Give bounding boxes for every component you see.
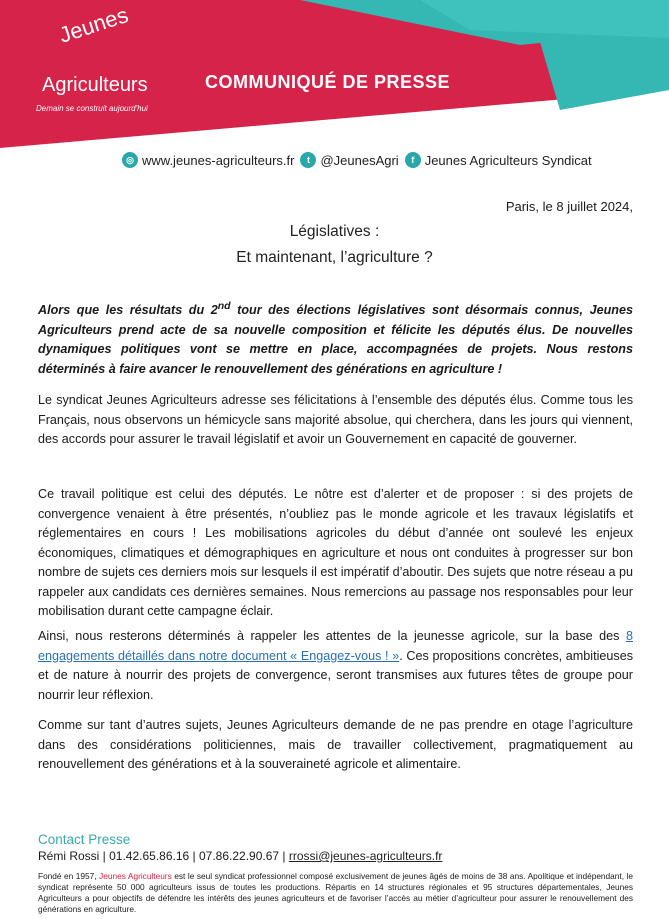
contact-email-link[interactable]: rrossi@jeunes-agriculteurs.fr [288,849,443,863]
footer-note [38,871,633,915]
paragraph-1: Le syndicat Jeunes Agriculteurs adresse ses félicitations à l’ensemble des députés élus. Comme tous les Français, nous observons un hémicycle sans majorité absolue, qui cherchera, dans les jours qui viennent, des accords pour assurer le travail législatif et avoir un Gouvernement en capacité de gouverner. [38,393,633,446]
footer-text-a: Fondé en 1957, [38,871,100,881]
paragraph-3 [38,627,633,705]
website-link[interactable] [122,152,294,168]
headline-line2: Et maintenant, l’agriculture ? [236,249,433,266]
dateline: Paris, le 8 juillet 2024, [505,199,633,214]
web-icon: ◎ [122,152,138,168]
contact-details: Rémi Rossi | 01.42.65.86.16 | 07.86.22.90.67 | [38,849,289,863]
headline [0,219,669,271]
twitter-text: @JeunesAgri [320,152,399,168]
website-text: www.jeunes-agriculteurs.fr [142,152,295,168]
twitter-link[interactable] [300,152,398,168]
intro-text-a: Alors que les résultats du 2 [38,303,218,318]
header-banner [0,0,669,148]
twitter-icon: t [300,152,316,168]
intro-sup: nd [217,300,231,312]
paragraph-4: Comme sur tant d’autres sujets, Jeunes Agriculteurs demande de ne pas prendre en otage l’agriculture dans des considérations politiciennes, mais de travailler collectivement, pragmatiquement au renouvellement des générations et à la souveraineté agricole et alimentaire. [38,718,633,771]
p3-text-a: Ainsi, nous resterons déterminés à rappeler les attentes de la jeunesse agricole, sur la base des [38,629,626,643]
footer-text-b: est le seul syndicat professionnel composé exclusivement de jeunes âgés de moins de 38 ans. Apolitique et indépendant, le syndicat représente 50 000 agriculteurs issus de toutes les productions. Répartis en 14 structures régionales et 95 structures départementales, Jeunes Agriculteurs a pour objectifs de défendre les intérêts des jeunes agriculteurs et de favoriser l’accès au métier d’agriculteur pour assurer le renouvellement des générations en agriculture. [38,871,633,914]
logo-line1: Jeunes [56,2,132,48]
facebook-text: Jeunes Agriculteurs Syndicat [424,152,592,168]
contact-heading: Contact Presse [38,832,131,847]
logo[interactable] [32,2,172,124]
logo-line2: Agriculteurs [42,74,148,96]
p3-text-b: . Ces propositions concrètes, ambitieuses et de nature à nourrir des projets de convergence, seront transmises aux futures têtes de groupe pour nourrir leur réflexion. [38,648,633,702]
intro-paragraph [38,297,633,379]
headline-line1: Législatives : [289,223,380,240]
facebook-icon: f [405,152,421,168]
social-links [122,150,598,170]
page-title: COMMUNIQUÉ DE PRESSE [205,72,451,92]
engagements-link[interactable]: 8 engagements détaillés dans notre document « Engagez-vous ! » [38,629,633,663]
contact-line [38,849,442,863]
paragraph-2: Ce travail politique est celui des députés. Le nôtre est d’alerter et de proposer : si des projets de convergence venaient à être présentés, n’oubliez pas le monde agricole et les travaux législatifs et réglementaires en cours ! Les mobilisations agricoles du début d’année ont soulevé les enjeux économiques, climatiques et démographiques en agriculture et nous ont conduites à progresser sur bon nombre de sujets ces derniers mois sur lesquels il est impératif d’aboutir. Des sujets que notre réseau a pu rappeler aux candidats ces dernières semaines. Nous remercions au passage nos responsables pour leur mobilisation durant cette campagne éclair. [38,487,633,618]
logo-tagline: Demain se construit aujourd'hui [36,104,148,113]
facebook-link[interactable] [405,152,592,168]
footer-brand: Jeunes Agriculteurs [99,871,172,881]
intro-text-b: tour des élections législatives sont désormais connus, Jeunes Agriculteurs prend acte de sa nouvelle composition et félicite les députés élus. De nouvelles dynamiques politiques vont se mettre en place, accompagnées de projets. Nous restons déterminés à faire avancer le renouvellement des générations en agriculture ! [38,303,633,376]
